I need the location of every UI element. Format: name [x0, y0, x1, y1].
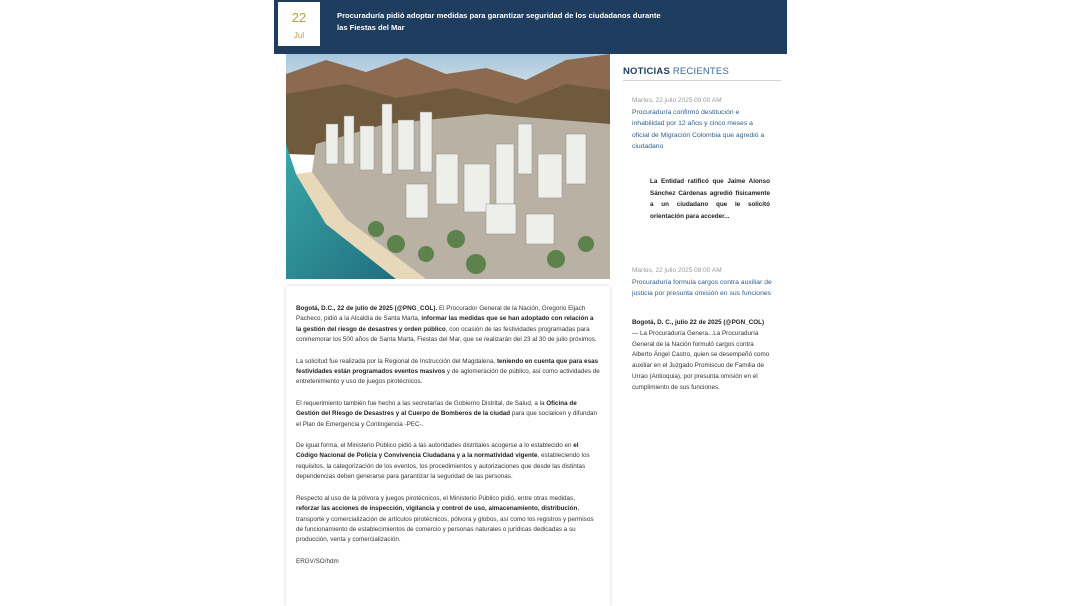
article-title: Procuraduría pidió adoptar medidas para garantizar seguridad de los ciudadanos durante las Fiestas del Mar	[337, 11, 661, 32]
news-excerpt-text: — La Procuraduría Genera...La Procuraduría General de la Nación formuló cargos contra Alberto Ángel Castro, quien se desempeñó como auxiliar en el Juzgado Promiscuo de Familia de Urrao (Antioquia), por presunta omisión en el cumplimiento de sus funciones.	[632, 329, 770, 391]
article-paragraph	[296, 494, 600, 546]
article-bold-text: el Código Nacional de Policía y Convivencia Ciudadana y a la normatividad vigente	[296, 442, 579, 460]
article-text: De igual forma, el Ministerio Público pidió a las autoridades distritales acogerse a lo establecido en	[296, 442, 574, 450]
news-excerpt: La Entidad ratificó que Jaime Alonso Sánchez Cárdenas agredió físicamente a un ciudadano que le solicitó orientación para acceder...	[650, 178, 770, 220]
date-badge	[278, 2, 320, 46]
news-excerpt	[632, 318, 772, 394]
santa-marta-coast-photo	[286, 54, 610, 279]
article-text: El requerimiento también fue hecho a las secretarías de Gobierno Distrital, de Salud, a la	[296, 399, 547, 407]
article-paragraph	[296, 304, 600, 346]
article-body-card	[286, 286, 610, 606]
article-paragraph	[296, 357, 600, 388]
article-paragraph	[296, 557, 600, 567]
article-bold-text: reforzar las acciones de inspección, vigilancia y control de uso, almacenamiento, distribución	[296, 505, 578, 513]
article-text: Respecto al uso de la pólvora y juegos pirotécnicos, el Ministerio Público pidió, entre otras medidas,	[296, 494, 575, 502]
sidebar-heading-bold: NOTICIAS	[623, 66, 670, 77]
article-text: para que socialicen y difundan el Plan de Emergencia y Contingencia -PEC-.	[296, 410, 597, 428]
news-item	[632, 96, 772, 152]
article-text: El Procurador General de la Nación, Gregorio Eljach Pacheco, pidió a la Alcaldía de Santa Marta,	[296, 305, 586, 323]
article-text: , estableciendo los requisitos, la categorización de los eventos, los procedimientos y autorizaciones que desde las distintas dependencias deben generarse para garantizar la seguridad de las personas.	[296, 452, 590, 481]
article-body	[286, 286, 610, 567]
news-link[interactable]: Procuraduría confirmó destitución e inhabilidad por 12 años y cinco meses a oficial de Migración Colombia que agredió a ciudadano	[632, 109, 765, 150]
news-link[interactable]: Procuraduría formula cargos contra auxiliar de justicia por presunta omisión en sus funciones	[632, 279, 772, 298]
article-text: , con ocasión de las festividades programadas para conmemorar los 500 años de Santa Marta, Fiestas del Mar, que se realizarán del 23 al 30 de julio próximos.	[296, 325, 597, 344]
sidebar-heading-light: RECIENTES	[670, 66, 730, 77]
article-bold-text: teniendo en cuenta que para esas festividades están programados eventos masivos	[296, 357, 599, 376]
date-day: 22	[291, 10, 307, 25]
news-date: Martes, 22 julio 2025 09:00 AM	[632, 97, 722, 104]
article-text: , transporte y comercialización de artículos pirotécnicos, pólvora y globos, así como los registros y permisos de funcionamiento de establecimientos de comercio y personas naturales o jurídicas dedicadas a su producción, venta y comercialización.	[296, 505, 594, 544]
sidebar-heading	[623, 66, 781, 81]
news-excerpt-lead: Bogotá, D. C., julio 22 de 2025 (@PGN_COL)	[632, 319, 765, 326]
date-month: Jul	[293, 31, 305, 40]
article-hero-image	[286, 54, 610, 279]
recent-news-sidebar	[623, 66, 781, 391]
article-bold-text: informar las medidas que se han adoptado con relación a la gestión del riesgo de desastres y orden público	[296, 315, 594, 333]
article-text: y de aglomeración de público, así como actividades de entretenimiento y uso de juegos pirotécnicos.	[296, 368, 600, 386]
news-date: Martes, 22 julio 2025 08:00 AM	[632, 267, 722, 274]
article-paragraph	[296, 441, 600, 483]
article-bold-text: Bogotá, D.C., 22 de julio de 2025 (@PNG_COL).	[296, 305, 438, 312]
news-item	[632, 266, 772, 300]
article-paragraph	[296, 399, 600, 430]
article-text: ERGV/SO/hdm	[296, 557, 339, 565]
article-text: La solicitud fue realizada por la Regional de Instrucción del Magdalena,	[296, 357, 497, 365]
article-header-bar	[274, 0, 787, 54]
article-bold-text: Oficina de Gestión del Riesgo de Desastres y al Cuerpo de Bomberos de la ciudad	[296, 399, 577, 418]
